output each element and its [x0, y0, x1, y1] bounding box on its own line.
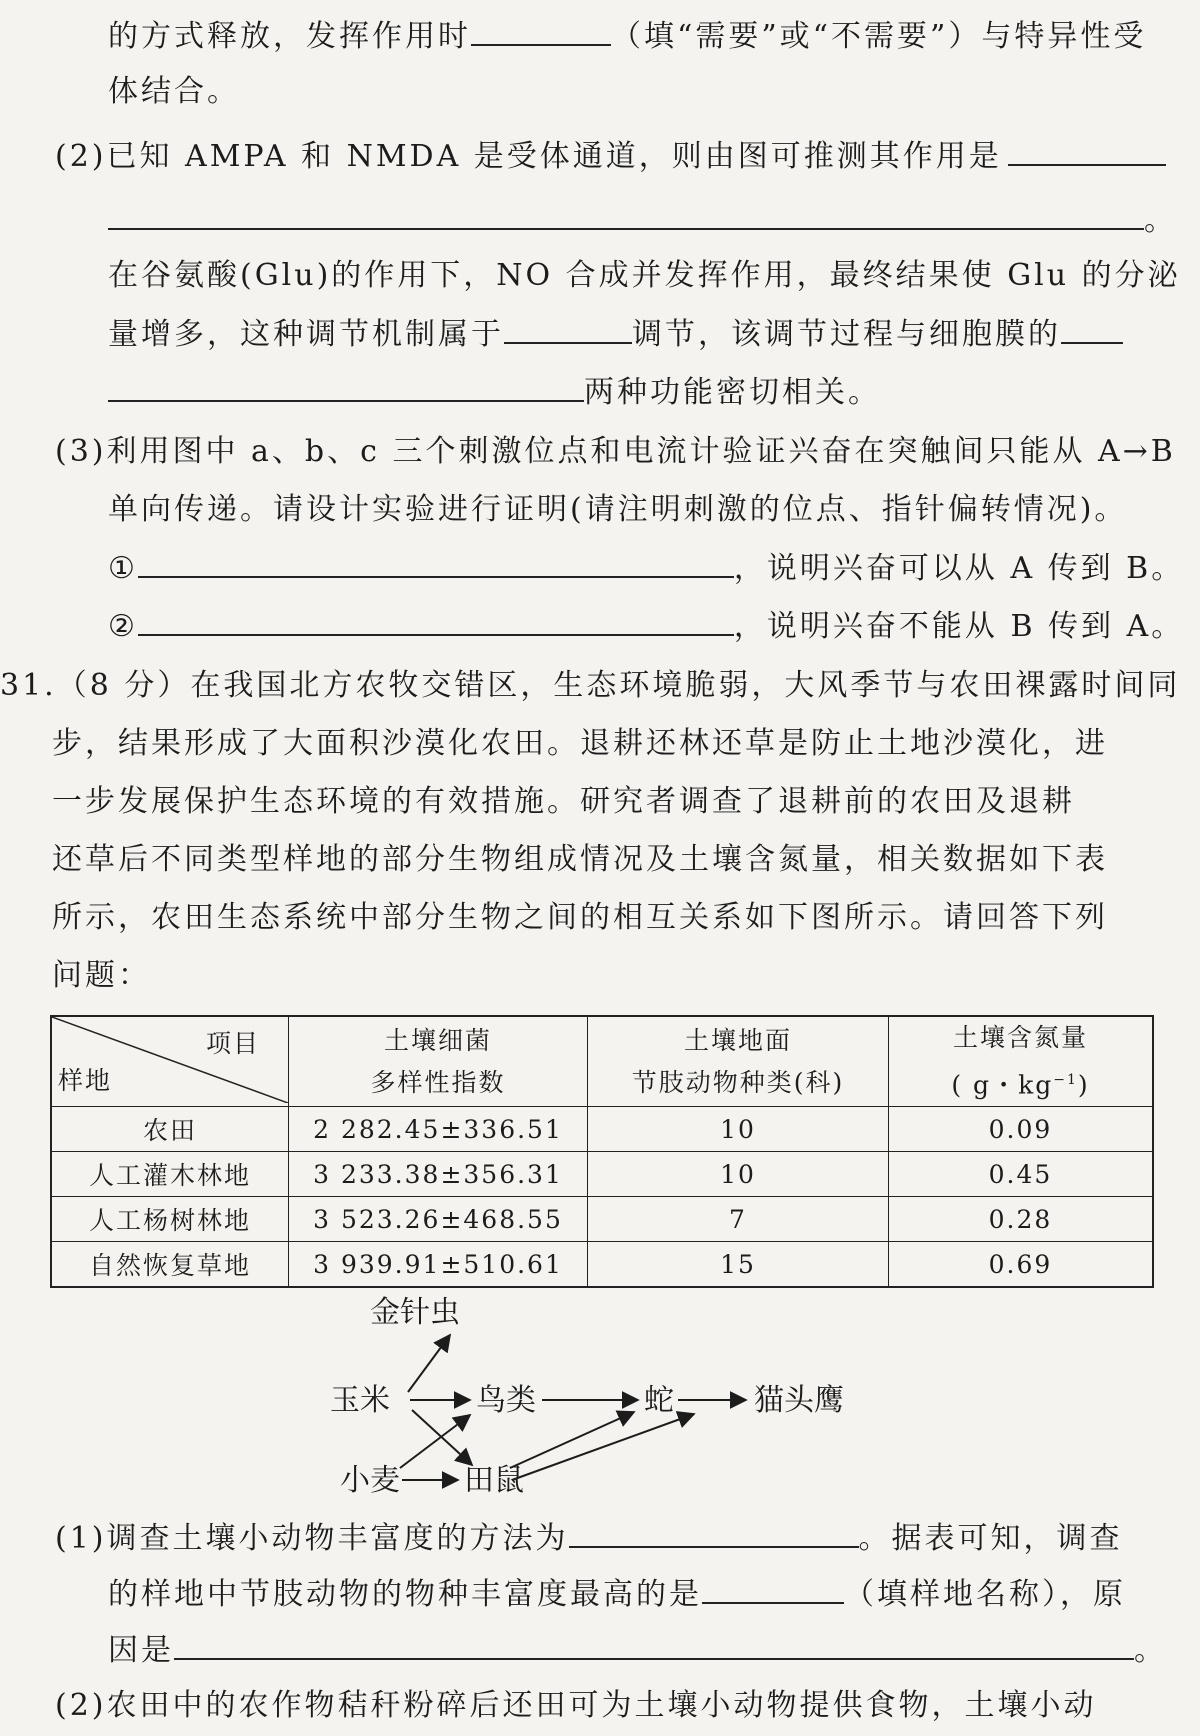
- cell-bacteria: 3 523.26±468.55: [289, 1197, 588, 1242]
- text-fragment: 。: [1144, 203, 1177, 238]
- text-line: 体结合。: [108, 74, 240, 109]
- cell-bacteria: 2 282.45±336.51: [289, 1107, 588, 1152]
- table-row: [51, 1242, 1153, 1288]
- unit-superscript: −1: [1053, 1072, 1078, 1088]
- text-fragment: 因是: [108, 1633, 174, 1668]
- column-header: [289, 1016, 588, 1107]
- text-line: [108, 314, 1123, 355]
- table-header-row: [51, 1016, 1153, 1107]
- table-row: [51, 1152, 1153, 1197]
- text-fragment: 。据表可知，调查: [858, 1521, 1123, 1556]
- answer-blank[interactable]: [569, 1518, 859, 1548]
- text-fragment: （填“需要”或“不需要”）与特异性受: [611, 19, 1147, 54]
- answer-blank[interactable]: [138, 548, 734, 578]
- cell-bacteria: 3 939.91±510.61: [289, 1242, 588, 1288]
- unit-text: ): [1077, 1070, 1090, 1100]
- cell-site: 人工杨树林地: [51, 1197, 289, 1242]
- answer-blank[interactable]: [108, 200, 1144, 230]
- header-line: 节肢动物种类(科): [631, 1067, 845, 1097]
- cell-arthropods: 10: [588, 1107, 889, 1152]
- text-line: 问题：: [52, 958, 151, 993]
- text-fragment: ，说明兴奋可以从 A 传到 B。: [733, 551, 1185, 586]
- text-fragment: 的样地中节肢动物的物种丰富度最高的是: [108, 1577, 702, 1612]
- question-2-prompt: [55, 136, 1166, 177]
- text-line: 所示，农田生态系统中部分生物之间的相互关系如下图所示。请回答下列: [52, 900, 1108, 935]
- text-line: [108, 1630, 1167, 1671]
- answer-blank[interactable]: [471, 16, 611, 46]
- node-vole: 田鼠: [464, 1463, 524, 1498]
- answer-blank[interactable]: [138, 606, 734, 636]
- text-fragment: （填样地名称），原: [844, 1577, 1126, 1612]
- text-line: 一步发展保护生态环境的有效措施。研究者调查了退耕前的农田及退耕: [52, 784, 1075, 819]
- table-row: [51, 1107, 1153, 1152]
- node-wheat: 小麦: [340, 1463, 400, 1498]
- column-header: [889, 1016, 1154, 1107]
- text-line: 单向传递。请设计实验进行证明(请注明刺激的位点、指针偏转情况)。: [108, 492, 1128, 527]
- text-fragment: 两种功能密切相关。: [584, 375, 881, 410]
- node-corn: 玉米: [330, 1383, 390, 1418]
- text-line: [108, 372, 881, 413]
- item-marker: ②: [108, 609, 138, 644]
- text-fragment: ，说明兴奋不能从 B 传到 A。: [733, 609, 1185, 644]
- cell-arthropods: 10: [588, 1152, 889, 1197]
- food-web-diagram: [330, 1290, 890, 1520]
- answer-blank[interactable]: [504, 314, 632, 344]
- question-3-prompt: (3)利用图中 a、b、c 三个刺激位点和电流计验证兴奋在突触间只能从 A→B: [55, 434, 1176, 469]
- header-line: 多样性指数: [370, 1067, 506, 1097]
- text-line: [108, 200, 1177, 241]
- subquestion-2: (2)农田中的农作物秸秆粉碎后还田可为土壤小动物提供食物，土壤小动: [55, 1688, 1097, 1723]
- text-line: [108, 16, 1146, 57]
- header-line: 土壤含氮量: [952, 1023, 1088, 1052]
- arrow-corn-beetle: [408, 1335, 450, 1392]
- text-line: 在谷氨酸(Glu)的作用下，NO 合成并发挥作用，最终结果使 Glu 的分泌: [108, 258, 1181, 293]
- item-marker: ①: [108, 551, 138, 586]
- arrow-corn-vole: [412, 1410, 472, 1465]
- survey-table: [50, 1015, 1154, 1288]
- text-line: 步，结果形成了大面积沙漠化农田。退耕还林还草是防止土地沙漠化，进: [52, 726, 1108, 761]
- answer-blank[interactable]: [702, 1574, 844, 1604]
- cell-site: 农田: [51, 1107, 289, 1152]
- cell-arthropods: 7: [588, 1197, 889, 1242]
- unit-line: [889, 1059, 1152, 1106]
- text-line: [108, 1574, 1126, 1615]
- arrow-wheat-birds: [400, 1415, 470, 1468]
- text-line: [108, 548, 1184, 589]
- node-snake: 蛇: [644, 1383, 674, 1418]
- answer-blank[interactable]: [1008, 136, 1166, 166]
- cell-arthropods: 15: [588, 1242, 889, 1288]
- text-line: 还草后不同类型样地的部分生物组成情况及土壤含氮量，相关数据如下表: [52, 842, 1108, 877]
- answer-blank[interactable]: [1061, 314, 1123, 344]
- cell-bacteria: 3 233.38±356.31: [289, 1152, 588, 1197]
- arrow-vole-owl: [512, 1414, 694, 1480]
- corner-header: [51, 1016, 289, 1107]
- text-fragment: (2)已知 AMPA 和 NMDA 是受体通道，则由图可推测其作用是: [55, 139, 1002, 174]
- cell-site: 自然恢复草地: [51, 1242, 289, 1288]
- node-birds: 鸟类: [476, 1383, 536, 1418]
- text-fragment: 调节，该调节过程与细胞膜的: [632, 317, 1061, 352]
- node-owl: 猫头鹰: [754, 1383, 844, 1418]
- header-line: 土壤地面: [683, 1025, 792, 1055]
- node-beetle: 金针虫: [370, 1295, 460, 1330]
- header-line: 土壤细菌: [383, 1025, 492, 1055]
- table-row: [51, 1197, 1153, 1242]
- cell-nitrogen: 0.69: [889, 1242, 1154, 1288]
- cell-nitrogen: 0.28: [889, 1197, 1154, 1242]
- text-fragment: (1)调查土壤小动物丰富度的方法为: [55, 1521, 569, 1556]
- text-fragment: 量增多，这种调节机制属于: [108, 317, 504, 352]
- arrow-vole-snake: [510, 1412, 634, 1468]
- subquestion-1: [55, 1518, 1123, 1559]
- unit-text: ( g・kg: [951, 1070, 1054, 1100]
- answer-blank[interactable]: [174, 1630, 1134, 1660]
- text-fragment: 的方式释放，发挥作用时: [108, 19, 471, 54]
- text-fragment: 。: [1134, 1633, 1167, 1668]
- corner-bottom-label: 样地: [58, 1066, 113, 1096]
- cell-nitrogen: 0.45: [889, 1152, 1154, 1197]
- cell-site: 人工灌木林地: [51, 1152, 289, 1197]
- text-line: [108, 606, 1184, 647]
- answer-blank[interactable]: [108, 372, 584, 402]
- column-header: [588, 1016, 889, 1107]
- question-31-title: 31.（8 分）在我国北方农牧交错区，生态环境脆弱，大风季节与农田裸露时间同: [0, 668, 1181, 703]
- corner-top-label: 项目: [205, 1029, 260, 1058]
- cell-nitrogen: 0.09: [889, 1107, 1154, 1152]
